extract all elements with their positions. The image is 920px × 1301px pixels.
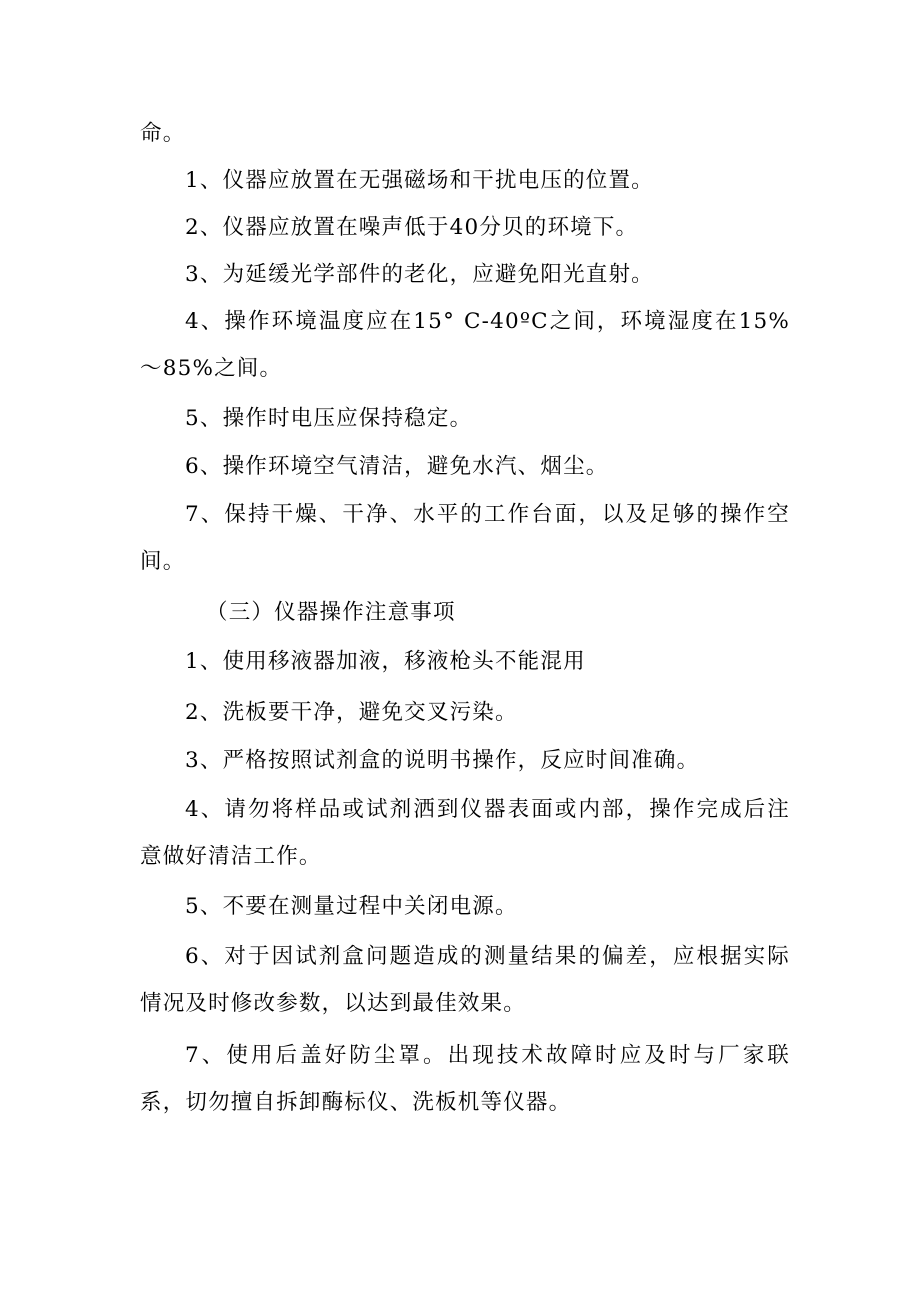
list-item: 1、使用移液器加液，移液枪头不能混用: [185, 649, 586, 674]
list-item: 6、操作环境空气清洁，避免水汽、烟尘。: [185, 454, 609, 479]
paragraph-continuation: 命。: [140, 121, 186, 146]
list-item: 2、洗板要干净，避免交叉污染。: [185, 700, 518, 725]
list-item: 7、保持干燥、干净、水平的工作台面，以及足够的操作空间。: [140, 502, 790, 574]
list-item: 6、对于因试剂盒问题造成的测量结果的偏差，应根据实际情况及时修改参数，以达到最佳效果。: [140, 944, 790, 1016]
section-heading: （三）仪器操作注意事项: [206, 600, 456, 625]
list-item: 3、严格按照试剂盒的说明书操作，反应时间准确。: [185, 748, 700, 773]
list-item: 2、仪器应放置在噪声低于40分贝的环境下。: [185, 215, 639, 240]
list-item: 7、使用后盖好防尘罩。出现技术故障时应及时与厂家联系，切勿擅自拆卸酶标仪、洗板机等仪器。: [140, 1043, 790, 1115]
list-item: 5、不要在测量过程中关闭电源。: [185, 894, 518, 919]
list-item: 1、仪器应放置在无强磁场和干扰电压的位置。: [185, 168, 654, 193]
list-item: 4、请勿将样品或试剂洒到仪器表面或内部，操作完成后注意做好清洁工作。: [140, 797, 790, 869]
list-item: 3、为延缓光学部件的老化，应避免阳光直射。: [185, 262, 654, 287]
list-item: 5、操作时电压应保持稳定。: [185, 406, 473, 431]
list-item: 4、操作环境温度应在15° C-40ºC之间，环境湿度在15%～85%之间。: [140, 309, 790, 381]
